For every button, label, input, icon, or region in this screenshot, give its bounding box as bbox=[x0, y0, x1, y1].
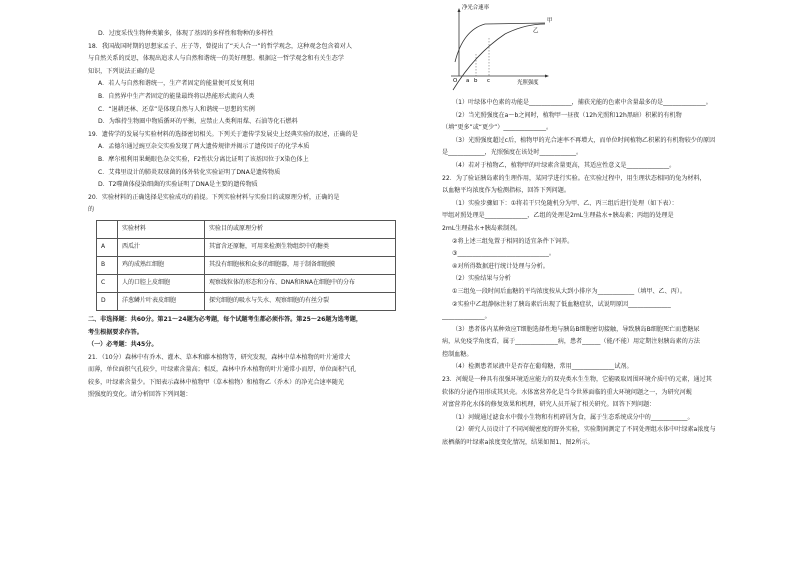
table-cell: A bbox=[97, 238, 118, 256]
q23-stem-line3: 对富营养化水体的修复效果和机理，研究人员开展了相关研究。回答下列问题： bbox=[442, 401, 656, 409]
table-cell: 其富含还原糖，可用来检测生物组织中的糖类 bbox=[205, 238, 396, 256]
q18-option-c: C．“退耕还林、还草”是体现自然与人和谐统一思想的实例 bbox=[98, 105, 255, 113]
q22-step1-line3: 2mL生理盐水+胰岛素制剂。 bbox=[442, 224, 522, 232]
q18-stem: 18．我国战国时期的思想家孟子、庄子等，曾提出了“天人合一”的哲学观念，这种观念包含着对人 bbox=[88, 42, 352, 50]
table-row bbox=[97, 274, 396, 292]
right-column bbox=[442, 97, 767, 450]
table-cell: C bbox=[97, 274, 118, 292]
q22-stem-line2: 以血糖平均浓度作为检测指标，回答下列问题。 bbox=[442, 187, 570, 195]
q22-step1-line2: 甲组对照处理是______________，乙组的处理是2mL生理盐水+胰岛素；丙组的处理是 bbox=[442, 212, 674, 220]
q22-part3-line2: 病，从免疫学角度看，属于______________病，患者______（能/不能）用定期注射胰岛素的方法 bbox=[442, 338, 700, 346]
q22-step1: （1）实验步骤如下：①将若干只兔随机分为甲、乙、丙三组后进行处理（如下表）： bbox=[452, 199, 678, 207]
table-cell: D bbox=[97, 292, 118, 310]
section-2-heading: 二、非选择题：共60分。第21～24题为必考题，每个试题考生都必须作答。第25～26题为选考题， bbox=[88, 315, 362, 323]
q21-part1: （1）叶绿体中色素的功能是______________，捕获光能的色素中含量最多的是______________。 bbox=[452, 99, 712, 106]
q22-step3: ③______________________________。 bbox=[452, 250, 555, 258]
series-甲-line bbox=[455, 23, 545, 62]
table-row bbox=[97, 292, 396, 310]
table-cell: 探究细胞的吸水与失水、观察细胞的有丝分裂 bbox=[205, 292, 396, 310]
q21-stem-line4: 照强度的变化。请分析回答下列问题： bbox=[88, 391, 192, 399]
left-column bbox=[88, 28, 400, 402]
table-cell: 实验材料 bbox=[118, 220, 205, 238]
y-axis-arrow bbox=[458, 8, 461, 12]
q23-part2-line2: 底栖藻的叶绿素a浓度变化情况，结果如图1、图2所示。 bbox=[442, 439, 594, 447]
q19-option-b: B．摩尔根利用果蝇眼色杂交实验，F2性状分离比证明了该基因位于X染色体上 bbox=[98, 155, 309, 163]
x-axis-arrow bbox=[545, 75, 549, 78]
table-cell: 人的口腔上皮细胞 bbox=[118, 274, 205, 292]
q22-part2: （2）实验结果与分析 bbox=[452, 275, 511, 283]
q22-result1: ①三组兔一段时间后血糖的平均浓度按从大到小排序为____________（填甲、乙、丙）。 bbox=[452, 287, 686, 295]
q22-part4: （4）检测患者尿液中是否存在葡萄糖，常用______________试剂。 bbox=[452, 363, 633, 371]
table-cell: 鸡的成熟红细胞 bbox=[118, 256, 205, 274]
q21-part2: （2）当光照强度在a～b之间时，植物甲一昼夜（12h光照和12h黑暗）积累的有机物 bbox=[452, 111, 682, 119]
required-section-heading: （一）必考题：共45分。 bbox=[88, 341, 158, 349]
q21-part4: （4）若对于植物乙，植物甲的叶绿素含量更高，其适应性意义是______________。 bbox=[452, 161, 676, 169]
series-label-乙: 乙 bbox=[533, 28, 539, 34]
y-axis-label: 净光合速率 bbox=[462, 5, 489, 11]
table-header-row bbox=[97, 220, 396, 238]
x-tick-label: c bbox=[487, 78, 490, 84]
q18-option-b: B．自然界中生产者固定的能量最终将以热能形式流向人类 bbox=[98, 92, 255, 100]
table-cell: 西瓜汁 bbox=[118, 238, 205, 256]
q21-part3-line2: 是____________，光照强度在该处时____________。 bbox=[442, 149, 583, 157]
q21-stem-line2: 而薄，单位面积气孔较少，叶绿素含量高；相反，森林中乔木植物的叶片通常小而厚，单位面积气孔 bbox=[88, 366, 357, 374]
table-cell: 实验目的或原理分析 bbox=[205, 220, 396, 238]
q19-option-d: D．T2噬菌体侵染细菌的实验证明了DNA是主要的遗传物质 bbox=[98, 181, 258, 189]
q19-stem: 19．遗传学的发展与实验材料的选择密切相关。下列关于遗传学发展史上经典实验的叙述，正确的是 bbox=[88, 130, 358, 138]
origin-label: O bbox=[453, 78, 458, 84]
q19-option-a: A．孟德尔通过豌豆杂交实验发现了两大遗传规律并揭示了遗传因子的化学本质 bbox=[98, 143, 310, 151]
q22-stem: 22．为了验证胰岛素的生理作用，某同学进行实验。在实验过程中，用生理状态相同的兔为材料， bbox=[442, 174, 706, 182]
q22-result2: ②实验中乙组静脉注射了胰岛素后出现了低血糖症状，试说明原因______________ bbox=[452, 300, 671, 308]
q17-option-d: D．过度采伐生物种类繁多，体现了基因的多样性和物种的多样性 bbox=[98, 30, 274, 37]
q21-part3: （3）光照强度超过c后，植物甲的光合速率不再增大，而单位时间植物乙积累的有机物较少的原因 bbox=[452, 136, 716, 144]
x-tick-label: b bbox=[474, 78, 478, 84]
table-cell: 观察线粒体的形态和分布、DNA和RNA在细胞中的分布 bbox=[205, 274, 396, 292]
x-tick-label: a bbox=[466, 78, 470, 84]
q22-part3: （3）患者体内某种效应T细胞选择性地与胰岛B细胞密切接触，导致胰岛B细胞死亡而患糖尿 bbox=[452, 325, 700, 333]
q22-result2-line2: ______________。 bbox=[442, 313, 491, 321]
x-axis-label: 光照强度 bbox=[517, 80, 539, 86]
table-cell bbox=[97, 220, 118, 238]
q20-stem-line2: 的 bbox=[88, 206, 95, 214]
section-2-heading-line2: 考生根据要求作答。 bbox=[88, 328, 143, 336]
table-row bbox=[97, 238, 396, 256]
q21-stem-line3: 较多，叶绿素含量少。下图表示森林中植物甲（草本植物）和植物乙（乔木）的净光合速率随光 bbox=[88, 378, 344, 386]
q23-part2: （2）研究人员设计了不同河蚬密度的野外实验，实验期间测定了不同处理组水体中叶绿素a浓度与 bbox=[452, 426, 716, 434]
q20-table bbox=[96, 220, 396, 311]
q21-part2-line2: （填“更多”或“更少”）______________。 bbox=[442, 124, 553, 132]
q23-stem: 23．河蚬是一种具有很强环境适应能力的双壳类水生生物，它能吸取周围环境介质中的元素，通过其 bbox=[442, 376, 712, 384]
q18-option-d: D．为维持生物圈中物质循环的平衡，应禁止人类利用煤、石油等化石燃料 bbox=[98, 118, 298, 126]
photosynthesis-chart bbox=[445, 2, 565, 94]
q18-option-a: A．若人与自然和谐统一，生产者固定的能量便可反复利用 bbox=[98, 80, 255, 88]
q23-stem-line2: 软体的分泌作用形成其贝壳。水体富营养化是当今世界面临的重大环境问题之一，为研究河蚬 bbox=[442, 388, 692, 396]
table-cell: 洋葱鳞片叶表皮细胞 bbox=[118, 292, 205, 310]
q22-step4: ④对所得数据进行统计处理与分析。 bbox=[452, 262, 549, 270]
q23-part1: （1）河蚬通过滤食水中微小生物和有机碎屑为食，属于生态系统成分中的____________。 bbox=[452, 413, 694, 421]
table-cell: 其没有细胞核和众多的细胞器，用于制备细胞膜 bbox=[205, 256, 396, 274]
q18-stem-line3: 知识，下列说法正确的是 bbox=[88, 67, 156, 75]
q18-stem-line2: 与自然关系的反思，体现出追求人与自然和谐统一的美好理想。根据这一哲学观念和有关生态学 bbox=[88, 55, 344, 63]
table-cell: B bbox=[97, 256, 118, 274]
q20-stem: 20．实验材料的正确选择是实验成功的前提。下列实验材料与实验目的或原理分析，正确的是 bbox=[88, 193, 340, 201]
q22-step2: ②将上述三组兔置于相同的适宜条件下饲养。 bbox=[452, 237, 574, 245]
q19-option-c: C．艾弗里设计的肺炎双球菌的体外转化实验证明了DNA是遗传物质 bbox=[98, 168, 281, 176]
series-label-甲: 甲 bbox=[547, 18, 553, 24]
q22-part3-line3: 控制血糖。 bbox=[442, 350, 473, 358]
q21-stem: 21．（10分）森林中有乔木、灌木、草本和藤本植物等，研究发现，森林中草本植物的叶片通常大 bbox=[88, 353, 351, 361]
table-row bbox=[97, 256, 396, 274]
